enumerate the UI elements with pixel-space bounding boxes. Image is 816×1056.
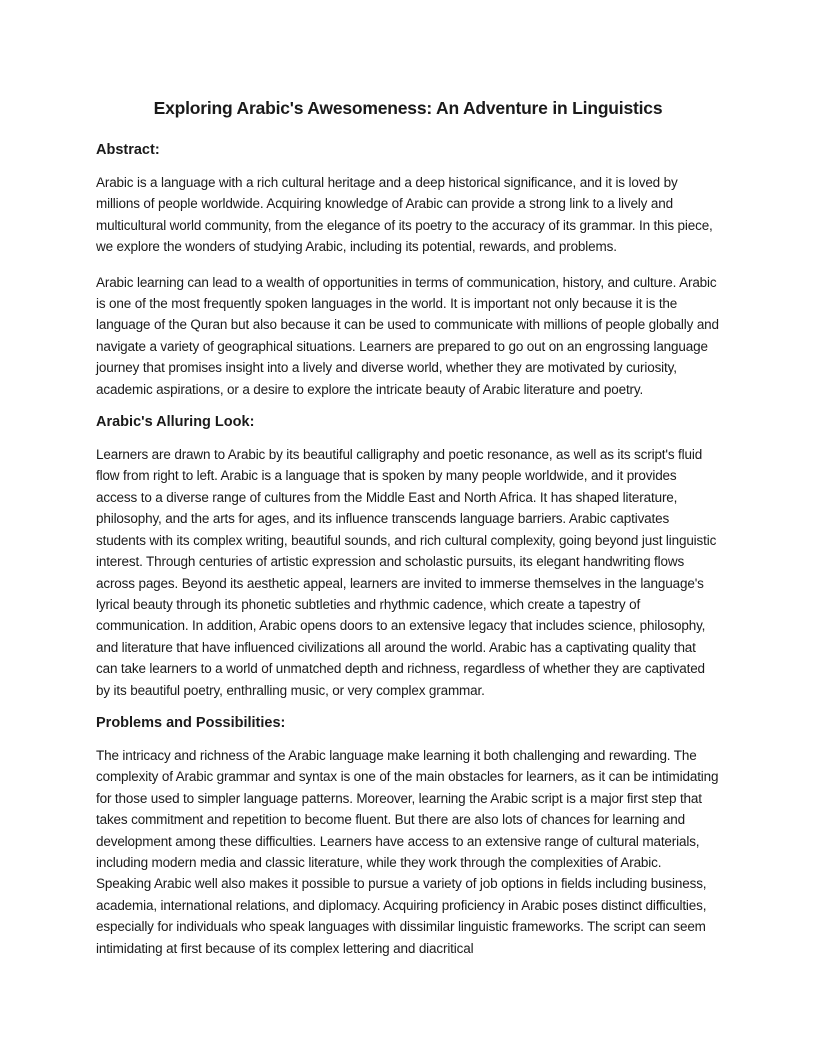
section-heading-problems-possibilities: Problems and Possibilities: (96, 714, 286, 731)
document-page (96, 96, 720, 959)
problems-possibilities-paragraph: The intricacy and richness of the Arabic language make learning it both challenging and rewarding. The complexity of Arabic grammar and syntax is one of the main obstacles for learners, as it can be intimidating for those used to simpler language patterns. Moreover, learning the Arabic script is a major first step that takes commitment and repetition to become fluent. But there are also lots of chances for learning and development among these difficulties. Learners have access to an extensive range of cultural materials, including modern media and classic literature, while they work through the complexities of Arabic. Speaking Arabic well also makes it possible to pursue a variety of job options in fields including business, academia, international relations, and diplomacy. Acquiring proficiency in Arabic poses distinct difficulties, especially for individuals who speak languages with dissimilar linguistic frameworks. The script can seem intimidating at first because of its complex lettering and diacritical (96, 747, 719, 956)
alluring-look-paragraph: Learners are drawn to Arabic by its beautiful calligraphy and poetic resonance, as well as its script's fluid flow from right to left. Arabic is a language that is spoken by many people worldwide, and it provides access to a diverse range of cultures from the Middle East and North Africa. It has shaped literature, philosophy, and the arts for ages, and its influence transcends language barriers. Arabic captivates students with its complex writing, beautiful sounds, and rich cultural complexity, going beyond just linguistic interest. Through centuries of artistic expression and scholastic pursuits, its elegant handwriting flows across pages. Beyond its aesthetic appeal, learners are invited to immerse themselves in the language's lyrical beauty through its phonetic subtleties and rhythmic cadence, which create a tapestry of communication. In addition, Arabic opens doors to an extensive legacy that includes science, philosophy, and literature that have influenced civilizations all around the world. Arabic has a captivating quality that can take learners to a world of unmatched depth and richness, regardless of whether they are captivated by its beautiful poetry, enthralling music, or very complex grammar. (96, 447, 717, 698)
document-title: Exploring Arabic's Awesomeness: An Adventure in Linguistics (153, 98, 663, 118)
abstract-paragraph-2: Arabic learning can lead to a wealth of opportunities in terms of communication, history, and culture. Arabic is one of the most frequently spoken languages in the world. It is important not only because it is the language of the Quran but also because it can be used to communicate with millions of people globally and navigate a variety of geographical situations. Learners are prepared to go out on an engrossing language journey that promises insight into a lively and diverse world, whether they are motivated by curiosity, academic aspirations, or a desire to explore the intricate beauty of Arabic literature and poetry. (96, 274, 719, 397)
section-heading-abstract: Abstract: (96, 142, 160, 158)
abstract-paragraph-1: Arabic is a language with a rich cultural heritage and a deep historical significance, and it is loved by millions of people worldwide. Acquiring knowledge of Arabic can provide a strong link to a lively and multicultural world community, from the elegance of its poetry to the accuracy of its grammar. In this piece, we explore the wonders of studying Arabic, including its potential, rewards, and problems. (96, 175, 713, 255)
section-heading-alluring-look: Arabic's Alluring Look: (96, 414, 255, 431)
